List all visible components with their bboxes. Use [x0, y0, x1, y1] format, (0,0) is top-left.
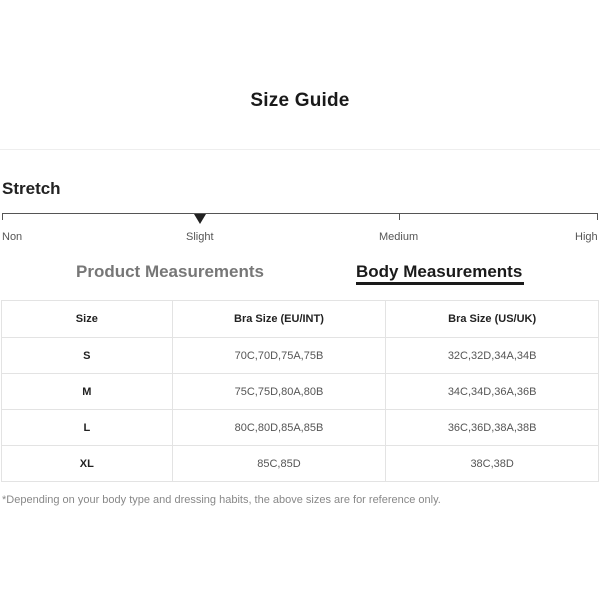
size-cell: M — [2, 374, 173, 410]
stretch-label-high: High — [575, 231, 598, 243]
stretch-indicator-icon — [194, 214, 206, 224]
stretch-label-slight: Slight — [186, 231, 214, 243]
table-row — [2, 446, 599, 482]
size-cell: XL — [2, 446, 173, 482]
reference-footnote: *Depending on your body type and dressing habits, the above sizes are for reference only. — [2, 494, 441, 506]
us-size-cell: 36C,36D,38A,38B — [386, 410, 599, 446]
table-row — [2, 374, 599, 410]
stretch-label-non: Non — [2, 231, 23, 243]
stretch-tick-medium — [399, 213, 400, 220]
stretch-scale-line — [2, 213, 598, 214]
eu-size-cell: 75C,75D,80A,80B — [172, 374, 386, 410]
size-table — [1, 300, 599, 482]
active-tab-underline — [356, 282, 524, 285]
stretch-heading: Stretch — [2, 179, 61, 198]
stretch-tick-non — [2, 213, 3, 220]
header-bra-size-us: Bra Size (US/UK) — [386, 301, 599, 338]
tab-product-measurements[interactable]: Product Measurements — [76, 262, 264, 281]
us-size-cell: 32C,32D,34A,34B — [386, 338, 599, 374]
eu-size-cell: 85C,85D — [172, 446, 386, 482]
eu-size-cell: 80C,80D,85A,85B — [172, 410, 386, 446]
title-divider — [0, 149, 600, 150]
size-cell: L — [2, 410, 173, 446]
stretch-tick-high — [597, 213, 598, 220]
size-cell: S — [2, 338, 173, 374]
us-size-cell: 34C,34D,36A,36B — [386, 374, 599, 410]
eu-size-cell: 70C,70D,75A,75B — [172, 338, 386, 374]
table-row — [2, 338, 599, 374]
header-size: Size — [2, 301, 173, 338]
us-size-cell: 38C,38D — [386, 446, 599, 482]
header-bra-size-eu: Bra Size (EU/INT) — [172, 301, 386, 338]
tab-body-measurements[interactable]: Body Measurements — [356, 262, 523, 281]
table-row — [2, 410, 599, 446]
stretch-label-medium: Medium — [379, 231, 419, 243]
page-title: Size Guide — [250, 90, 350, 111]
table-header-row — [2, 301, 599, 338]
